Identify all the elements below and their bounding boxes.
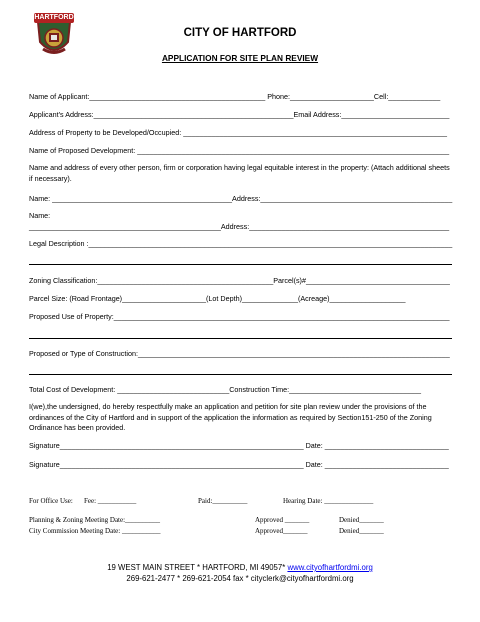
construction-type-continuation[interactable]	[29, 374, 452, 375]
legal-description-continuation[interactable]	[29, 264, 452, 265]
cc-denied-field[interactable]: Denied_______	[339, 527, 384, 535]
interest-name-2-label: Name:	[29, 211, 51, 220]
development-name-field[interactable]: Name of Proposed Development: ______________________________________________________________________________	[29, 146, 450, 155]
office-paid-field[interactable]: Paid:__________	[198, 497, 248, 505]
parcel-size-field[interactable]: Parcel Size: (Road Frontage)_____________________(Lot Depth)______________(Acreage)___________________	[29, 294, 406, 303]
signature-1-field[interactable]: Signature_____________________________________________________________ Date: _______________________________	[29, 441, 449, 450]
applicant-address-email-field[interactable]: Applicant’s Address:__________________________________________________Email Address:___________________________	[29, 110, 450, 119]
page-title: CITY OF HARTFORD	[183, 27, 297, 39]
website-link[interactable]: www.cityofhartfordmi.org	[287, 563, 373, 572]
proposed-use-continuation[interactable]	[29, 338, 452, 339]
pz-denied-field[interactable]: Denied_______	[339, 516, 384, 524]
interest-name-address-1-field[interactable]: Name: _____________________________________________Address:________________________________________________	[29, 194, 453, 203]
signature-2-field[interactable]: Signature_____________________________________________________________ Date: _______________________________	[29, 460, 449, 469]
logo-text: HARTFORD	[34, 14, 74, 21]
footer-contact: 269-621-2477 * 269-621-2054 fax * cityclerk@cityofhartfordmi.org	[126, 574, 354, 583]
office-use-label: For Office Use:	[29, 497, 73, 505]
interest-name-address-2-field[interactable]: ________________________________________________Address:__________________________________________________	[29, 222, 450, 231]
footer-address: 19 WEST MAIN STREET * HARTFORD, MI 49057*	[107, 563, 288, 572]
proposed-use-field[interactable]: Proposed Use of Property:____________________________________________________________________________________	[29, 312, 450, 321]
declaration-paragraph: I(we),the undersigned, do hereby respectfully make an application and petition for site plan review under the provisions of the ordinances of the City of Hartford and in support of the application the information as required by Section151-250 of the Zoning Ordinance has been provided.	[29, 402, 432, 432]
property-address-field[interactable]: Address of Property to be Developed/Occupied: __________________________________________________________________	[29, 128, 448, 137]
cc-approved-field[interactable]: Approved_______	[255, 527, 308, 535]
zoning-parcel-field[interactable]: Zoning Classification:____________________________________________Parcel(s)#____________________________________	[29, 276, 450, 285]
applicant-name-phone-cell-field[interactable]: Name of Applicant:____________________________________________ Phone:_____________________Cell:_____________	[29, 92, 441, 101]
page-subtitle: APPLICATION FOR SITE PLAN REVIEW	[161, 53, 319, 63]
legal-description-field[interactable]: Legal Description :___________________________________________________________________________________________	[29, 239, 453, 248]
office-hearing-date-field[interactable]: Hearing Date: ______________	[283, 497, 374, 505]
pz-meeting-date-field[interactable]: Planning & Zoning Meeting Date:__________	[29, 516, 161, 524]
pz-approved-field[interactable]: Approved _______	[255, 516, 310, 524]
footer-address-line	[0, 563, 480, 572]
cc-meeting-date-field[interactable]: City Commission Meeting Date: ___________	[29, 527, 161, 535]
construction-type-field[interactable]: Proposed or Type of Construction:______________________________________________________________________________	[29, 349, 450, 358]
office-fee-field[interactable]: Fee: ___________	[84, 497, 137, 505]
cost-time-field[interactable]: Total Cost of Development: ____________________________Construction Time:_________________________________	[29, 385, 422, 394]
interest-instructions: Name and address of every other person, firm or corporation having legal equitable interest in the property: (Attach additional sheets if necessary).	[29, 163, 450, 183]
